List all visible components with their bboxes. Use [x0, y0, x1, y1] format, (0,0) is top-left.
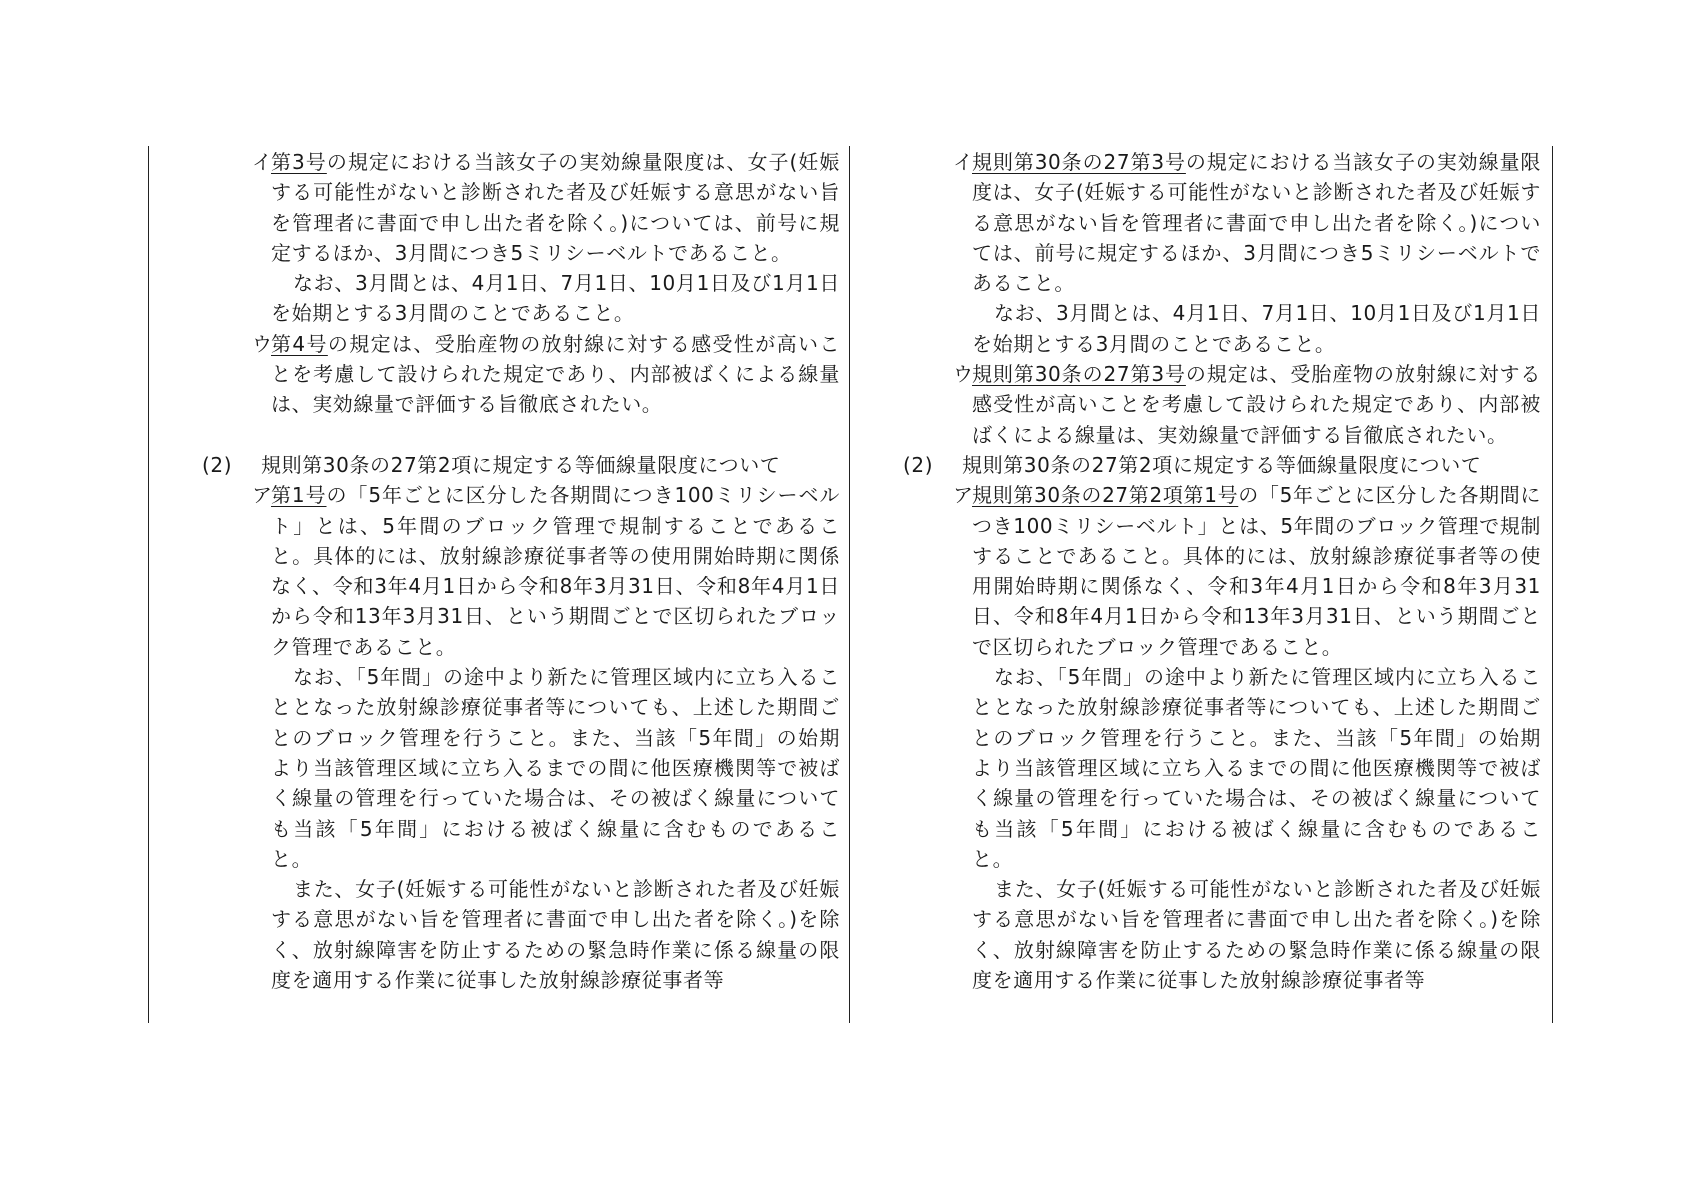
- left-item-i: [240, 147, 840, 268]
- left-item-a-note-2: また、女子(妊娠する可能性がないと診断された者及び妊娠する意思がない旨を管理者に書面で申し出た者を除く。)を除く、放射線障害を防止するための緊急時作業に係る線量の限度を適用する作業に従事した放射線診療従事者等: [271, 877, 840, 993]
- item-text: の「5年ごとに区分した各期間につき100ミリシーベルト」とは、5年間のブロック管理で規制することであること。具体的には、放射線診療従事者等の使用開始時期に関係なく、令和3年4月1日から令和8年3月31日、令和8年4月1日から令和13年3月31日、という期間ごとで区切られたブロック管理であること。: [271, 483, 840, 659]
- underlined-reference: 規則第30条の27第3号: [972, 150, 1186, 174]
- underlined-reference: 第1号: [271, 483, 327, 508]
- right-item-a-note-1: なお、「5年間」の途中より新たに管理区域内に立ち入ることとなった放射線診療従事者等についても、上述した期間ごとのブロック管理を行うこと。また、当該「5年間」の始期より当該管理区域に立ち入るまでの間に他医療機関等で被ばく線量の管理を行っていた場合は、その被ばく線量についても当該「5年間」における被ばく線量に含むものであること。: [972, 665, 1541, 871]
- right-border-line: [1552, 146, 1553, 1023]
- underlined-reference: 規則第30条の27第3号: [972, 362, 1186, 387]
- section-marker: (2): [202, 452, 233, 477]
- underlined-reference: 第4号: [271, 331, 328, 356]
- right-item-a: [941, 480, 1541, 662]
- right-item-i: [941, 147, 1541, 298]
- item-marker: ウ: [953, 362, 974, 387]
- section-marker: (2): [903, 452, 934, 477]
- item-text: の規定における当該女子の実効線量限度は、女子(妊娠する可能性がないと診断された者及び妊娠する意思がない旨を管理者に書面で申し出た者を除く。)については、前号に規定するほか、3月間につき5ミリシーベルトであること。: [972, 150, 1541, 296]
- right-item-i-note: なお、3月間とは、4月1日、7月1日、10月1日及び1月1日を始期とする3月間のことであること。: [972, 301, 1541, 356]
- left-item-u: [240, 329, 840, 420]
- item-text: の規定は、受胎産物の放射線に対する感受性が高いことを考慮して設けられた規定であり、内部被ばくによる線量は、実効線量で評価する旨徹底されたい。: [972, 362, 1541, 447]
- item-marker: イ: [252, 150, 273, 174]
- center-divider-line: [849, 146, 850, 1023]
- underlined-reference: 規則第30条の27第2項第1号: [972, 483, 1239, 508]
- right-item-u: [941, 359, 1541, 450]
- underlined-reference: 第3号: [271, 150, 327, 174]
- section-heading-text: 規則第30条の27第2項に規定する等価線量限度について: [962, 452, 1482, 477]
- item-marker: イ: [953, 150, 974, 174]
- item-marker: ウ: [252, 331, 273, 356]
- right-item-a-note-2: また、女子(妊娠する可能性がないと診断された者及び妊娠する意思がない旨を管理者に書面で申し出た者を除く。)を除く、放射線障害を防止するための緊急時作業に係る線量の限度を適用する作業に従事した放射線診療従事者等: [972, 877, 1541, 993]
- right-column: [903, 147, 1541, 995]
- right-section-2-heading: [903, 450, 1541, 480]
- left-item-a-note-1: なお、「5年間」の途中より新たに管理区域内に立ち入ることとなった放射線診療従事者等についても、上述した期間ごとのブロック管理を行うこと。また、当該「5年間」の始期より当該管理区域に立ち入るまでの間に他医療機関等で被ばく線量の管理を行っていた場合は、その被ばく線量についても当該「5年間」における被ばく線量に含むものであること。: [271, 665, 840, 871]
- item-text: の規定は、受胎産物の放射線に対する感受性が高いことを考慮して設けられた規定であり、内部被ばくによる線量は、実効線量で評価する旨徹底されたい。: [271, 331, 840, 417]
- left-item-a: [240, 480, 840, 662]
- left-column: [202, 147, 840, 995]
- left-border-line: [148, 146, 149, 1023]
- section-heading-text: 規則第30条の27第2項に規定する等価線量限度について: [261, 452, 781, 477]
- left-section-2-heading: [202, 450, 840, 480]
- left-item-i-note: なお、3月間とは、4月1日、7月1日、10月1日及び1月1日を始期とする3月間のことであること。: [271, 271, 840, 326]
- item-text: の「5年ごとに区分した各期間につき100ミリシーベルト」とは、5年間のブロック管理で規制することであること。具体的には、放射線診療従事者等の使用開始時期に関係なく、令和3年4月1日から令和8年3月31日、令和8年4月1日から令和13年3月31日、という期間ごとで区切られたブロック管理であること。: [972, 483, 1541, 659]
- item-marker: ア: [953, 483, 974, 508]
- item-marker: ア: [252, 483, 273, 508]
- item-text: の規定における当該女子の実効線量限度は、女子(妊娠する可能性がないと診断された者及び妊娠する意思がない旨を管理者に書面で申し出た者を除く。)については、前号に規定するほか、3月間につき5ミリシーベルトであること。: [271, 150, 840, 265]
- spacer: [240, 420, 840, 450]
